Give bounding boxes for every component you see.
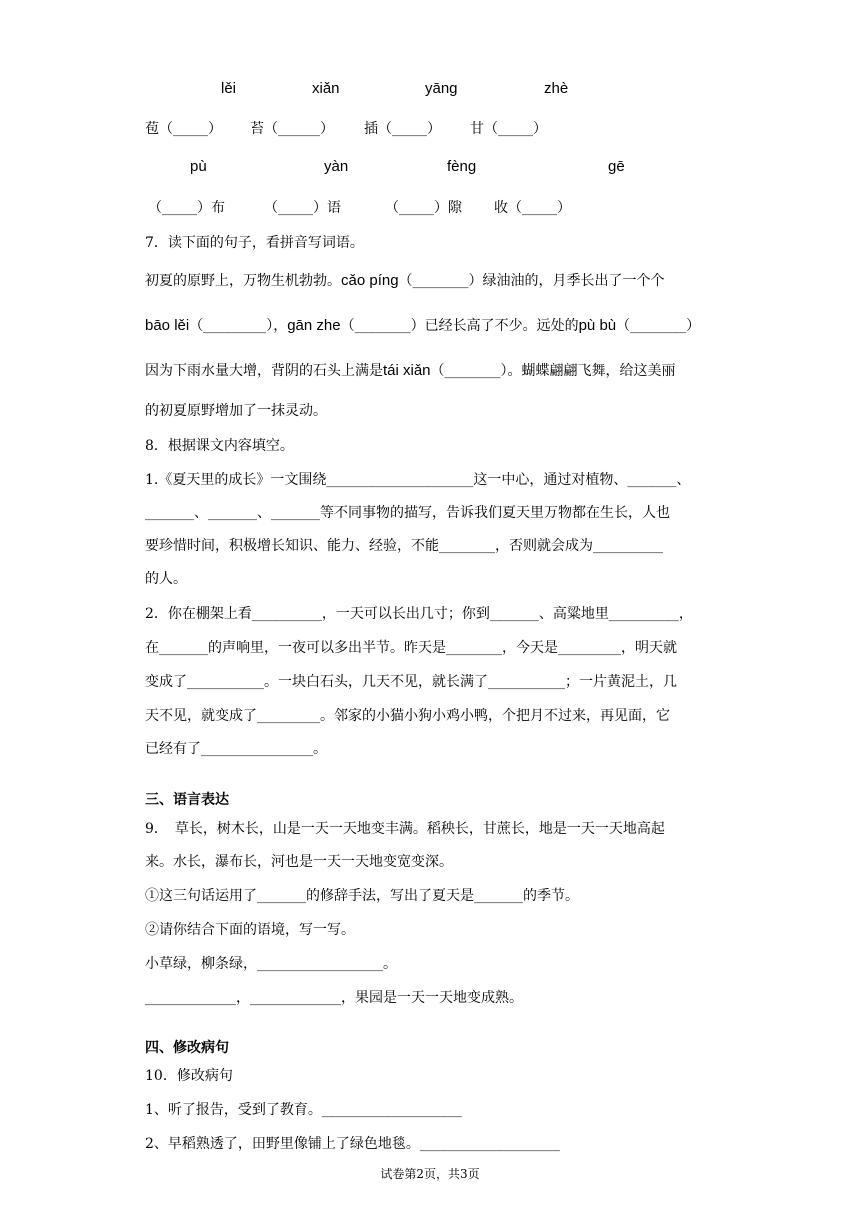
q8-p1-line: 的人。 xyxy=(145,571,187,587)
q8-p2-line: 在_______的声响里，一夜可以多出半节。昨天是________，今天是_________，明天就 xyxy=(145,640,677,656)
q10-title: 10．修改病句 xyxy=(145,1068,233,1084)
page-footer: 试卷第2页，共3页 xyxy=(380,1167,480,1181)
q9-sub-2: ②请你结合下面的语境，写一写。 xyxy=(145,922,355,938)
pinyin-yang: yāng xyxy=(425,80,458,97)
blank-gan: 甘（_____） xyxy=(470,121,547,137)
blank-shou: 收（_____） xyxy=(494,200,571,216)
q7-pinyin: bāo lěi xyxy=(145,317,190,334)
pinyin-yan: yàn xyxy=(324,158,349,175)
blank-bu: （_____）布 xyxy=(148,200,225,216)
q7-text: 初夏的原野上，万物生机勃勃。 xyxy=(145,273,341,289)
pinyin-xian: xiǎn xyxy=(312,80,340,97)
pinyin-feng: fèng xyxy=(447,158,477,175)
pinyin-ge: gē xyxy=(608,158,625,175)
blank-xi: （_____）隙 xyxy=(385,200,462,216)
q7-text: （________）已经长高了不少。远处的 xyxy=(340,318,579,334)
q7-pinyin: gān zhe xyxy=(287,317,341,334)
q7-title: 7．读下面的句子，看拼音写词语。 xyxy=(145,235,364,251)
q7-text: 因为下雨水量大增，背阴的石头上满是 xyxy=(145,363,383,379)
section-heading-expression: 三、语言表达 xyxy=(145,792,229,808)
blank-tai: 苔（______） xyxy=(250,121,334,137)
q7-text: （________） xyxy=(616,318,701,334)
q10-sentence-2: 2、早稻熟透了，田野里像铺上了绿色地毯。____________________ xyxy=(145,1136,560,1152)
q7-text: （_________）， xyxy=(189,318,288,334)
q9-line: 9． 草长，树木长，山是一天一天地变丰满。稻秧长，甘蔗长，地是一天一天地高起 xyxy=(145,821,665,837)
q7-text: （________）。蝴蝶翩翩飞舞，给这美丽 xyxy=(430,363,676,379)
q8-p2-line: 2．你在棚架上看__________，一天可以长出几寸；你到_______、高粱地里__________， xyxy=(145,606,693,622)
q7-line-1 xyxy=(145,270,665,290)
q8-p2-line: 变成了___________。一块白石头，几天不见，就长满了___________；一片黄泥土，几 xyxy=(145,674,677,690)
q7-pinyin: cǎo píng xyxy=(341,272,399,289)
q7-line-2 xyxy=(145,315,700,335)
q7-pinyin: tái xiǎn xyxy=(383,362,431,379)
q8-p1-line: 要珍惜时间，积极增长知识、能力、经验，不能________，否则就会成为__________ xyxy=(145,538,663,554)
section-heading-corrections: 四、修改病句 xyxy=(145,1040,229,1056)
q7-line-4: 的初夏原野增加了一抹灵动。 xyxy=(145,403,327,419)
q7-pinyin: pù bù xyxy=(578,317,617,334)
q8-p1-line: 1.《夏天里的成长》一文围绕_____________________这一中心，通过对植物、_______、 xyxy=(145,472,691,488)
blank-cha: 插（_____） xyxy=(364,121,441,137)
q8-title: 8．根据课文内容填空。 xyxy=(145,438,294,454)
q7-text: （________）绿油油的，月季长出了一个个 xyxy=(398,273,665,289)
pinyin-zhe: zhè xyxy=(544,80,569,97)
q9-sub-4: _____________，_____________，果园是一天一天地变成熟。 xyxy=(145,990,523,1006)
q9-sub-1: ①这三句话运用了_______的修辞手法，写出了夏天是_______的季节。 xyxy=(145,888,579,904)
blank-yu: （_____）语 xyxy=(264,200,341,216)
q8-p1-line: _______、_______、_______等不同事物的描写，告诉我们夏天里万物都在生长，人也 xyxy=(145,505,670,521)
q10-sentence-1: 1、听了报告，受到了教育。____________________ xyxy=(145,1102,462,1118)
q9-sub-3: 小草绿，柳条绿，__________________。 xyxy=(145,956,397,972)
q8-p2-line: 天不见，就变成了_________。邻家的小猫小狗小鸡小鸭，个把月不过来，再见面，它 xyxy=(145,708,670,724)
q9-line: 来。水长，瀑布长，河也是一天一天地变宽变深。 xyxy=(145,854,453,870)
pinyin-pu: pù xyxy=(190,158,207,175)
q8-p2-line: 已经有了________________。 xyxy=(145,741,327,757)
q7-line-3 xyxy=(145,360,676,380)
blank-bao: 苞（_____） xyxy=(145,121,222,137)
pinyin-lei: lěi xyxy=(221,80,237,97)
